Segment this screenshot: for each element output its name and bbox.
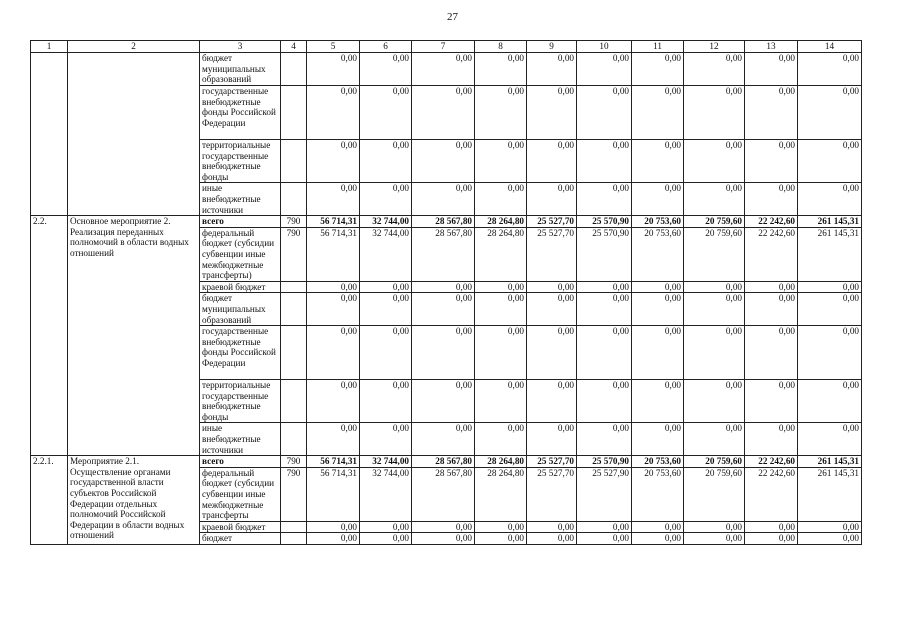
code-cell: 790: [281, 467, 307, 521]
value-cell: 0,00: [745, 326, 798, 380]
value-cell: 0,00: [307, 533, 360, 545]
value-cell: 0,00: [475, 423, 527, 456]
value-cell: 25 527,90: [577, 467, 632, 521]
value-cell: 0,00: [577, 423, 632, 456]
funding-source-cell: бюджет муниципальных образований: [200, 293, 281, 326]
value-cell: 0,00: [745, 140, 798, 183]
value-cell: 0,00: [307, 53, 360, 86]
value-cell: 0,00: [798, 521, 862, 533]
value-cell: 0,00: [412, 183, 475, 216]
value-cell: 0,00: [632, 423, 684, 456]
value-cell: 0,00: [475, 533, 527, 545]
value-cell: 0,00: [360, 533, 412, 545]
value-cell: 0,00: [745, 521, 798, 533]
value-cell: 0,00: [412, 281, 475, 293]
funding-source-cell: государственные внебюджетные фонды Российской Федерации: [200, 326, 281, 380]
header-row: [31, 41, 862, 53]
value-cell: 0,00: [577, 183, 632, 216]
value-cell: 0,00: [798, 326, 862, 380]
header-cell: 6: [360, 41, 412, 53]
value-cell: 0,00: [632, 53, 684, 86]
code-cell: [281, 423, 307, 456]
code-cell: [281, 281, 307, 293]
value-cell: 0,00: [307, 293, 360, 326]
value-cell: 0,00: [412, 380, 475, 423]
header-cell: 1: [31, 41, 68, 53]
value-cell: 28 264,80: [475, 456, 527, 468]
header-cell: 8: [475, 41, 527, 53]
value-cell: 56 714,31: [307, 227, 360, 281]
value-cell: 56 714,31: [307, 456, 360, 468]
value-cell: 0,00: [527, 521, 577, 533]
value-cell: 0,00: [632, 140, 684, 183]
value-cell: 0,00: [475, 183, 527, 216]
value-cell: 25 570,90: [577, 227, 632, 281]
value-cell: 261 145,31: [798, 456, 862, 468]
code-cell: [281, 533, 307, 545]
value-cell: 261 145,31: [798, 227, 862, 281]
value-cell: 22 242,60: [745, 216, 798, 228]
value-cell: 0,00: [360, 53, 412, 86]
value-cell: 32 744,00: [360, 227, 412, 281]
value-cell: 20 753,60: [632, 467, 684, 521]
value-cell: 0,00: [798, 423, 862, 456]
value-cell: 0,00: [745, 533, 798, 545]
table-row: [31, 216, 862, 228]
item-number-cell: [31, 53, 68, 216]
value-cell: 0,00: [360, 326, 412, 380]
table-row: [31, 456, 862, 468]
value-cell: 0,00: [360, 140, 412, 183]
value-cell: 0,00: [360, 380, 412, 423]
funding-source-cell: иные внебюджетные источники: [200, 423, 281, 456]
value-cell: 22 242,60: [745, 456, 798, 468]
value-cell: 0,00: [798, 281, 862, 293]
funding-source-cell: всего: [200, 216, 281, 228]
value-cell: 0,00: [412, 423, 475, 456]
value-cell: 0,00: [577, 293, 632, 326]
value-cell: 0,00: [360, 521, 412, 533]
value-cell: 0,00: [745, 53, 798, 86]
value-cell: 0,00: [684, 423, 745, 456]
header-cell: 5: [307, 41, 360, 53]
value-cell: 0,00: [307, 140, 360, 183]
value-cell: 28 567,80: [412, 467, 475, 521]
value-cell: 261 145,31: [798, 467, 862, 521]
item-name-cell: Основное мероприятие 2. Реализация переданных полномочий в области водных отношений: [68, 216, 200, 456]
value-cell: 32 744,00: [360, 467, 412, 521]
code-cell: 790: [281, 216, 307, 228]
funding-source-cell: иные внебюджетные источники: [200, 183, 281, 216]
item-number-cell: 2.2.1.: [31, 456, 68, 545]
value-cell: 32 744,00: [360, 456, 412, 468]
value-cell: 20 753,60: [632, 227, 684, 281]
page-number: 27: [447, 11, 458, 23]
value-cell: 0,00: [632, 521, 684, 533]
value-cell: 20 759,60: [684, 467, 745, 521]
value-cell: 0,00: [745, 183, 798, 216]
value-cell: 22 242,60: [745, 227, 798, 281]
value-cell: 0,00: [577, 86, 632, 140]
value-cell: 0,00: [412, 326, 475, 380]
header-cell: 10: [577, 41, 632, 53]
value-cell: 0,00: [307, 281, 360, 293]
value-cell: 0,00: [684, 281, 745, 293]
value-cell: 20 759,60: [684, 227, 745, 281]
funding-source-cell: государственные внебюджетные фонды Российской Федерации: [200, 86, 281, 140]
value-cell: 0,00: [632, 183, 684, 216]
funding-source-cell: бюджет муниципальных образований: [200, 53, 281, 86]
code-cell: [281, 293, 307, 326]
value-cell: 0,00: [527, 140, 577, 183]
budget-table: [30, 40, 862, 545]
value-cell: 20 759,60: [684, 216, 745, 228]
funding-source-cell: всего: [200, 456, 281, 468]
value-cell: 0,00: [798, 53, 862, 86]
value-cell: 20 753,60: [632, 216, 684, 228]
value-cell: 0,00: [475, 140, 527, 183]
value-cell: 0,00: [798, 380, 862, 423]
code-cell: [281, 521, 307, 533]
value-cell: 0,00: [632, 326, 684, 380]
value-cell: 25 570,90: [577, 456, 632, 468]
value-cell: 0,00: [412, 86, 475, 140]
value-cell: 0,00: [475, 53, 527, 86]
value-cell: 0,00: [745, 281, 798, 293]
value-cell: 0,00: [577, 326, 632, 380]
value-cell: 0,00: [684, 293, 745, 326]
header-cell: 2: [68, 41, 200, 53]
value-cell: 0,00: [577, 140, 632, 183]
code-cell: [281, 326, 307, 380]
value-cell: 0,00: [527, 293, 577, 326]
value-cell: 0,00: [632, 380, 684, 423]
value-cell: 0,00: [412, 521, 475, 533]
header-cell: 12: [684, 41, 745, 53]
value-cell: 0,00: [475, 380, 527, 423]
header-cell: 7: [412, 41, 475, 53]
value-cell: 56 714,31: [307, 216, 360, 228]
header-cell: 11: [632, 41, 684, 53]
value-cell: 0,00: [577, 281, 632, 293]
value-cell: 0,00: [632, 281, 684, 293]
value-cell: 0,00: [577, 380, 632, 423]
value-cell: 0,00: [360, 86, 412, 140]
value-cell: 0,00: [475, 281, 527, 293]
value-cell: 0,00: [527, 380, 577, 423]
value-cell: 0,00: [684, 533, 745, 545]
value-cell: 0,00: [577, 533, 632, 545]
value-cell: 28 264,80: [475, 227, 527, 281]
value-cell: 0,00: [684, 53, 745, 86]
funding-source-cell: территориальные государственные внебюджетные фонды: [200, 380, 281, 423]
value-cell: 0,00: [745, 380, 798, 423]
value-cell: 0,00: [684, 326, 745, 380]
value-cell: 20 753,60: [632, 456, 684, 468]
value-cell: 0,00: [527, 53, 577, 86]
value-cell: 0,00: [475, 293, 527, 326]
value-cell: 0,00: [577, 53, 632, 86]
item-name-cell: Мероприятие 2.1. Осуществление органами государственной власти субъектов Российской Федерации отдельных полномочий Российской Федерации в области водных отношений: [68, 456, 200, 545]
header-cell: 14: [798, 41, 862, 53]
value-cell: 0,00: [412, 140, 475, 183]
value-cell: 0,00: [798, 183, 862, 216]
header-cell: 9: [527, 41, 577, 53]
value-cell: 0,00: [527, 281, 577, 293]
value-cell: 0,00: [684, 183, 745, 216]
value-cell: 0,00: [307, 326, 360, 380]
value-cell: 20 759,60: [684, 456, 745, 468]
value-cell: 25 527,70: [527, 227, 577, 281]
funding-source-cell: территориальные государственные внебюджетные фонды: [200, 140, 281, 183]
code-cell: [281, 86, 307, 140]
value-cell: 0,00: [307, 521, 360, 533]
value-cell: 0,00: [527, 533, 577, 545]
value-cell: 0,00: [527, 183, 577, 216]
value-cell: 0,00: [412, 53, 475, 86]
value-cell: 56 714,31: [307, 467, 360, 521]
value-cell: 0,00: [412, 293, 475, 326]
value-cell: 0,00: [307, 380, 360, 423]
value-cell: 25 527,70: [527, 467, 577, 521]
value-cell: 32 744,00: [360, 216, 412, 228]
value-cell: 25 527,70: [527, 456, 577, 468]
code-cell: 790: [281, 456, 307, 468]
value-cell: 0,00: [684, 521, 745, 533]
value-cell: 28 264,80: [475, 467, 527, 521]
value-cell: 28 567,80: [412, 216, 475, 228]
value-cell: 0,00: [360, 281, 412, 293]
value-cell: 28 264,80: [475, 216, 527, 228]
code-cell: [281, 140, 307, 183]
value-cell: 0,00: [475, 326, 527, 380]
value-cell: 0,00: [684, 380, 745, 423]
value-cell: 0,00: [798, 293, 862, 326]
value-cell: 22 242,60: [745, 467, 798, 521]
value-cell: 0,00: [798, 533, 862, 545]
value-cell: 0,00: [360, 423, 412, 456]
code-cell: [281, 380, 307, 423]
code-cell: [281, 53, 307, 86]
code-cell: 790: [281, 227, 307, 281]
value-cell: 0,00: [745, 423, 798, 456]
funding-source-cell: краевой бюджет: [200, 521, 281, 533]
value-cell: 0,00: [684, 86, 745, 140]
item-number-cell: 2.2.: [31, 216, 68, 456]
value-cell: 0,00: [307, 86, 360, 140]
value-cell: 0,00: [360, 183, 412, 216]
value-cell: 0,00: [798, 140, 862, 183]
value-cell: 0,00: [307, 423, 360, 456]
header-cell: 13: [745, 41, 798, 53]
value-cell: 0,00: [412, 533, 475, 545]
item-name-cell: [68, 53, 200, 216]
code-cell: [281, 183, 307, 216]
funding-source-cell: федеральный бюджет (субсидии субвенции иные межбюджетные трансферты): [200, 227, 281, 281]
value-cell: 0,00: [577, 521, 632, 533]
header-cell: 4: [281, 41, 307, 53]
value-cell: 0,00: [684, 140, 745, 183]
value-cell: 28 567,80: [412, 227, 475, 281]
value-cell: 0,00: [632, 533, 684, 545]
funding-source-cell: бюджет: [200, 533, 281, 545]
value-cell: 0,00: [307, 183, 360, 216]
header-cell: 3: [200, 41, 281, 53]
value-cell: 0,00: [632, 293, 684, 326]
table-row: [31, 53, 862, 86]
value-cell: 28 567,80: [412, 456, 475, 468]
value-cell: 0,00: [527, 326, 577, 380]
value-cell: 0,00: [745, 293, 798, 326]
funding-source-cell: краевой бюджет: [200, 281, 281, 293]
value-cell: 25 570,90: [577, 216, 632, 228]
value-cell: 0,00: [745, 86, 798, 140]
value-cell: 0,00: [527, 423, 577, 456]
value-cell: 0,00: [360, 293, 412, 326]
value-cell: 0,00: [632, 86, 684, 140]
value-cell: 0,00: [798, 86, 862, 140]
funding-source-cell: федеральный бюджет (субсидии субвенции иные межбюджетные трансферты: [200, 467, 281, 521]
value-cell: 25 527,70: [527, 216, 577, 228]
value-cell: 261 145,31: [798, 216, 862, 228]
value-cell: 0,00: [475, 521, 527, 533]
value-cell: 0,00: [475, 86, 527, 140]
value-cell: 0,00: [527, 86, 577, 140]
